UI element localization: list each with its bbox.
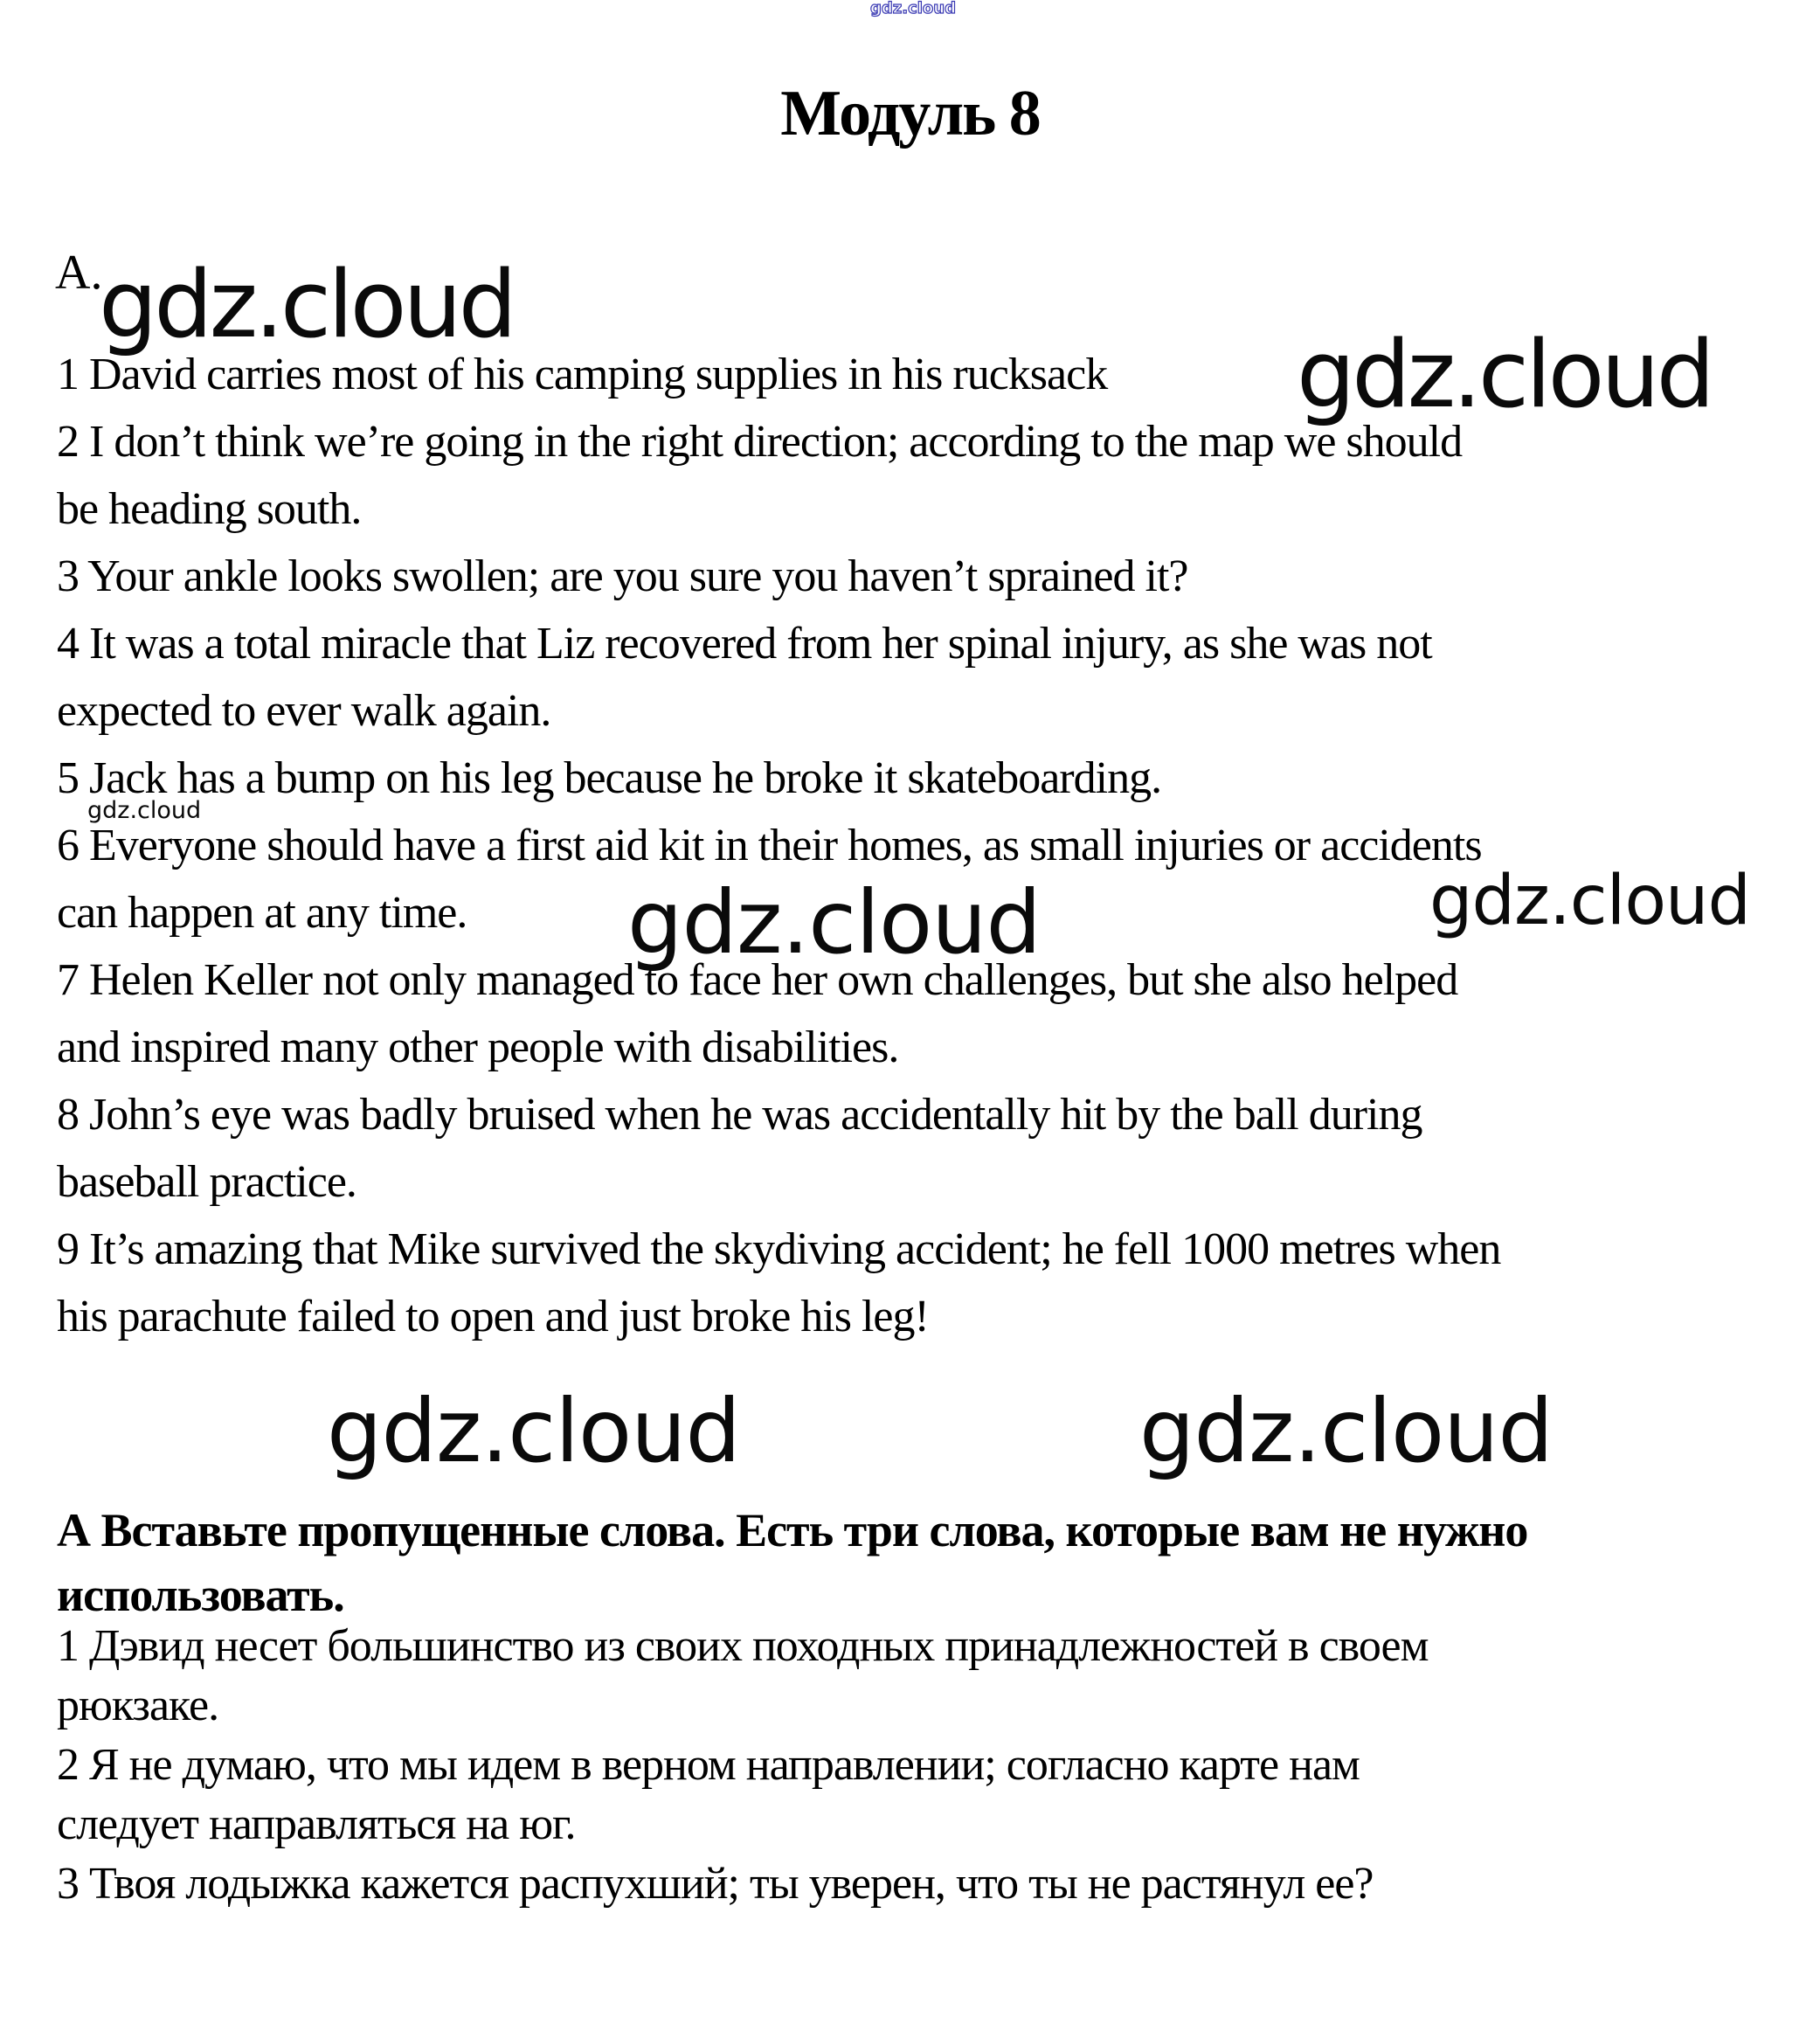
gdz-cloud-watermark-center: gdz.cloud: [627, 871, 1041, 974]
english-sentence-line: 7 Helen Keller not only managed to face her own challenges, but she also helped: [57, 955, 1458, 1005]
english-sentence-line: 2 I don’t think we’re going in the right direction; according to the map we should: [57, 417, 1463, 467]
russian-sentence-line: 2 Я не думаю, что мы идем в верном направлении; согласно карте нам: [57, 1740, 1360, 1790]
gdz-cloud-watermark-small: gdz.cloud: [87, 797, 202, 824]
english-sentence-line: his parachute failed to open and just broke his leg!: [57, 1292, 929, 1341]
russian-sentence-line: 1 Дэвид несет большинство из своих походных принадлежностей в своем: [57, 1621, 1429, 1671]
gdz-cloud-watermark-top: gdz.cloud: [870, 0, 956, 17]
gdz-cloud-watermark-lower-right: gdz.cloud: [1139, 1380, 1554, 1482]
english-sentence-line: and inspired many other people with disabilities.: [57, 1022, 899, 1072]
english-sentence-line: be heading south.: [57, 484, 362, 534]
english-sentence-line: expected to ever walk again.: [57, 686, 551, 736]
russian-sentence-line: 3 Твоя лодыжка кажется распухший; ты уверен, что ты не растянул ее?: [57, 1859, 1374, 1909]
english-sentence-line: 3 Your ankle looks swollen; are you sure you haven’t sprained it?: [57, 551, 1188, 601]
section-label: A.: [55, 246, 103, 300]
gdz-cloud-watermark-right: gdz.cloud: [1429, 862, 1750, 940]
gdz-cloud-watermark-large-1: gdz.cloud: [99, 251, 514, 358]
russian-heading-line: использовать.: [57, 1569, 344, 1621]
english-sentence-line: 4 It was a total miracle that Liz recovered from her spinal injury, as she was not: [57, 619, 1432, 669]
english-sentence-line: 6 Everyone should have a first aid kit in their homes, as small injuries or accidents: [57, 821, 1482, 870]
english-sentence-line: baseball practice.: [57, 1157, 356, 1207]
russian-sentence-line: рюкзаке.: [57, 1681, 219, 1730]
english-sentences: [57, 341, 1800, 1350]
gdz-cloud-watermark-large-2: gdz.cloud: [1297, 321, 1712, 428]
russian-heading-line: А Вставьте пропущенные слова. Есть три слова, которые вам не нужно: [57, 1504, 1528, 1556]
english-sentence-line: 9 It’s amazing that Mike survived the skydiving accident; he fell 1000 metres when: [57, 1224, 1501, 1274]
english-sentence-line: 5 Jack has a bump on his leg because he broke it skateboarding.: [57, 753, 1162, 803]
gdz-cloud-watermark-lower-left: gdz.cloud: [327, 1380, 741, 1482]
russian-sentence-line: следует направляться на юг.: [57, 1799, 576, 1849]
russian-task-heading: [57, 1498, 1800, 1627]
page-title: Модуль 8: [780, 78, 1040, 149]
english-sentence-line: 8 John’s eye was badly bruised when he was accidentally hit by the ball during: [57, 1090, 1422, 1140]
russian-sentences: [57, 1617, 1800, 1914]
english-sentence-line: can happen at any time.: [57, 888, 467, 938]
english-sentence-line: 1 David carries most of his camping supplies in his rucksack: [57, 350, 1108, 399]
